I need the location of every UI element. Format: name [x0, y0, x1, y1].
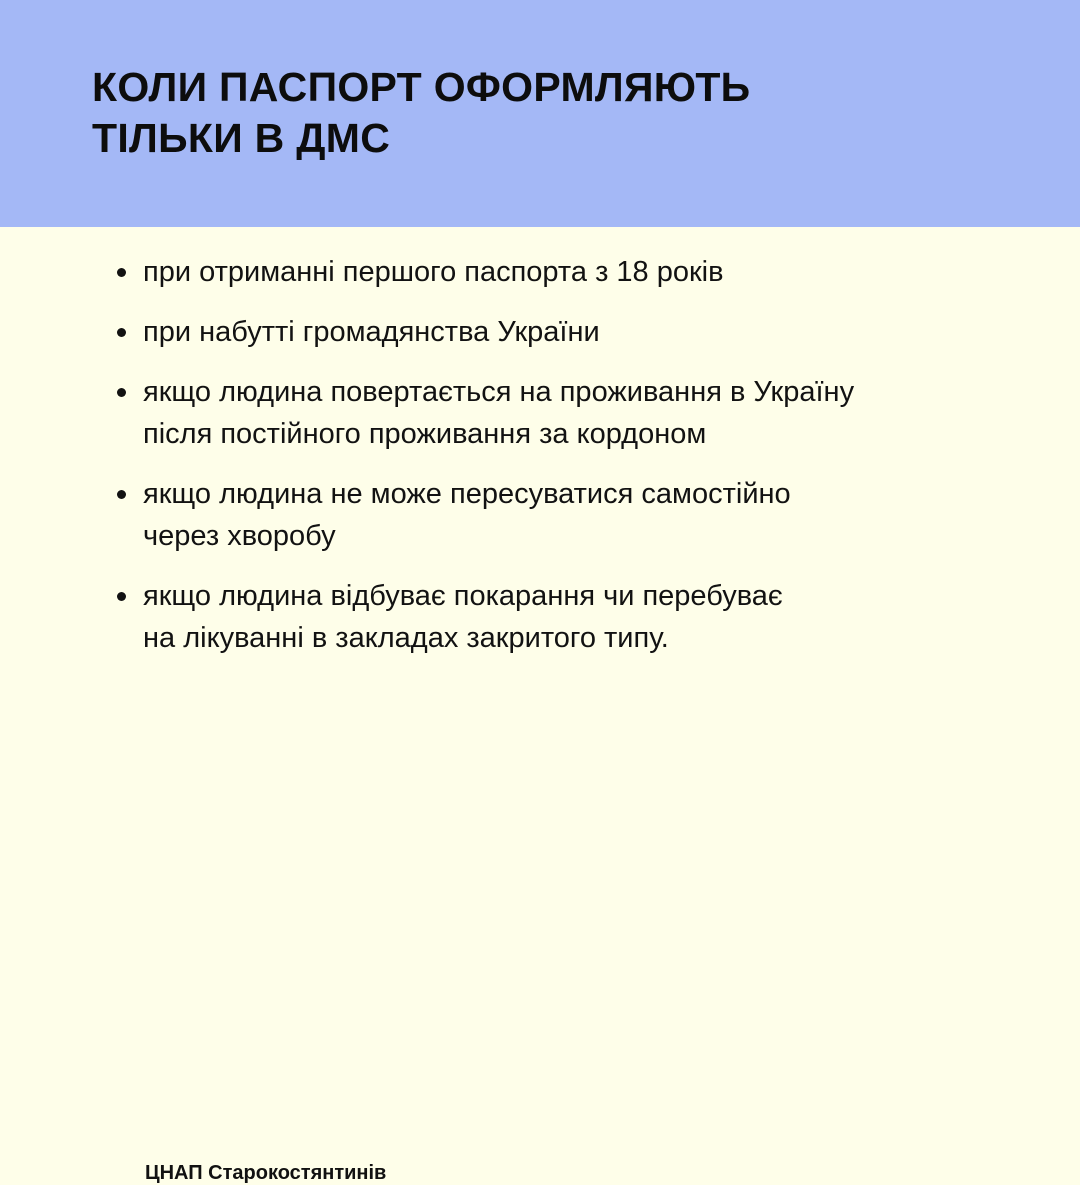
- page-title-line-1: КОЛИ ПАСПОРТ ОФОРМЛЯЮТЬ: [92, 64, 751, 110]
- page-title-line-2: ТІЛЬКИ В ДМС: [92, 115, 391, 161]
- bullet-item-return-to-ukraine: [117, 371, 977, 455]
- bullet-text: [143, 473, 977, 557]
- bullet-line: при отриманні першого паспорта з 18 років: [143, 256, 724, 288]
- bullet-dot-icon: [117, 592, 126, 601]
- bullet-text: [143, 371, 977, 455]
- bullet-line: якщо людина повертається на проживання в Україну: [143, 376, 855, 408]
- bullet-text: [143, 251, 977, 293]
- footer-organization: ЦНАП Старокостянтинів: [145, 1162, 387, 1184]
- bullet-line: через хворобу: [143, 520, 336, 552]
- bullet-dot-icon: [117, 268, 126, 277]
- bullet-line: при набутті громадянства України: [143, 316, 600, 348]
- bullet-item-citizenship: [117, 311, 977, 353]
- bullet-dot-icon: [117, 328, 126, 337]
- bullet-dot-icon: [117, 388, 126, 397]
- bullet-text: [143, 575, 977, 659]
- bullet-text: [143, 311, 977, 353]
- content-area: [0, 227, 1080, 1184]
- bullet-dot-icon: [117, 490, 126, 499]
- bullet-item-closed-institution: [117, 575, 977, 659]
- header-banner: [0, 0, 1080, 227]
- bullet-list: [117, 251, 977, 677]
- bullet-item-first-passport: [117, 251, 977, 293]
- bullet-line: якщо людина відбуває покарання чи перебуває: [143, 580, 783, 612]
- bullet-item-illness: [117, 473, 977, 557]
- bullet-line: на лікуванні в закладах закритого типу.: [143, 622, 669, 654]
- bullet-line: після постійного проживання за кордоном: [143, 418, 707, 450]
- bullet-line: якщо людина не може пересуватися самостійно: [143, 478, 791, 510]
- page-title: [92, 62, 750, 164]
